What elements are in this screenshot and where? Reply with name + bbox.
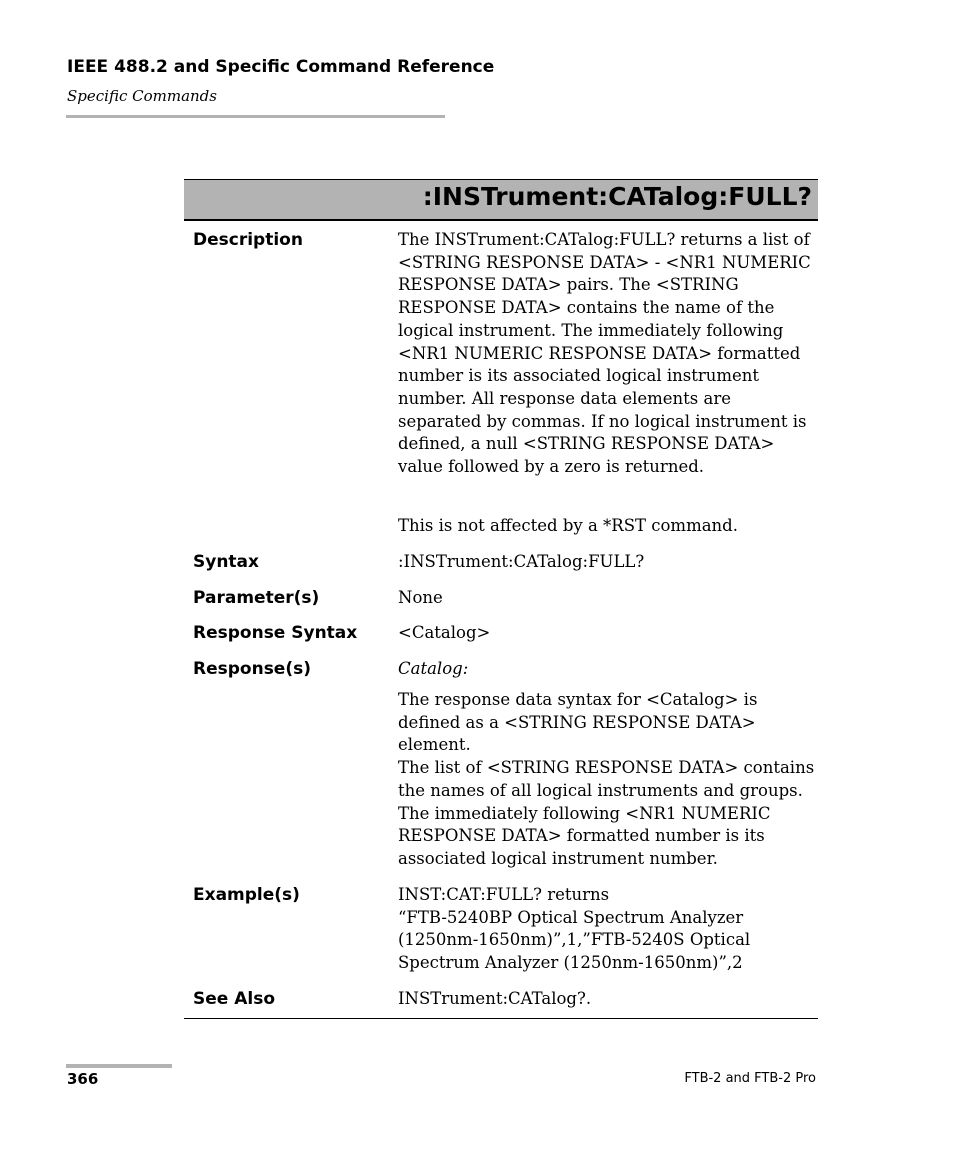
description-line: separated by commas. If no logical instrument is — [398, 411, 807, 431]
example-line: Spectrum Analyzer (1250nm-1650nm)”,2 — [398, 953, 743, 973]
see-also-label: See Also — [193, 989, 276, 1009]
example-line: (1250nm-1650nm)”,1,”FTB-5240S Optical — [398, 930, 751, 950]
responses-line: The list of <STRING RESPONSE DATA> contains — [398, 758, 815, 778]
description-note: This is not affected by a *RST command. — [398, 516, 738, 535]
command-title-bar — [184, 179, 818, 221]
examples-text — [398, 884, 816, 975]
description-line: value followed by a zero is returned. — [398, 457, 705, 477]
footer-product-name: FTB-2 and FTB-2 Pro — [684, 1071, 816, 1086]
footer-divider — [66, 1064, 172, 1068]
description-label: Description — [193, 230, 303, 250]
description-line: number. All response data elements are — [398, 388, 732, 408]
description-line: defined, a null <STRING RESPONSE DATA> — [398, 434, 775, 454]
response-name: Catalog: — [398, 659, 469, 678]
example-line: INST:CAT:FULL? returns — [398, 885, 610, 904]
see-also-value: INSTrument:CATalog?. — [398, 989, 592, 1008]
description-line: <NR1 NUMERIC RESPONSE DATA> formatted — [398, 343, 801, 363]
responses-text — [398, 689, 816, 871]
example-line: “FTB-5240BP Optical Spectrum Analyzer — [398, 907, 744, 927]
responses-line: the names of all logical instruments and groups. — [398, 780, 803, 800]
response-syntax-label: Response Syntax — [193, 623, 358, 643]
header-divider — [66, 115, 445, 118]
response-syntax-value: <Catalog> — [398, 623, 491, 642]
table-bottom-rule — [184, 1018, 818, 1019]
description-line: RESPONSE DATA> contains the name of the — [398, 298, 775, 318]
responses-line: The response data syntax for <Catalog> is — [398, 690, 758, 709]
parameters-label: Parameter(s) — [193, 588, 320, 608]
command-title: :INSTrument:CATalog:FULL? — [422, 182, 812, 211]
responses-line: element. — [398, 735, 471, 755]
running-head-subtitle: Specific Commands — [67, 87, 217, 105]
description-line: number is its associated logical instrument — [398, 366, 760, 386]
syntax-label: Syntax — [193, 552, 259, 572]
page-number: 366 — [67, 1070, 99, 1088]
parameters-value: None — [398, 588, 443, 607]
responses-line: defined as a <STRING RESPONSE DATA> — [398, 712, 756, 732]
responses-label: Response(s) — [193, 659, 311, 679]
description-line: RESPONSE DATA> pairs. The <STRING — [398, 275, 739, 295]
description-text — [398, 229, 816, 479]
examples-label: Example(s) — [193, 885, 300, 905]
description-line: logical instrument. The immediately following — [398, 320, 784, 340]
running-head-title: IEEE 488.2 and Specific Command Reference — [67, 57, 495, 77]
responses-line: associated logical instrument number. — [398, 848, 718, 868]
responses-line: The immediately following <NR1 NUMERIC — [398, 803, 771, 823]
syntax-value: :INSTrument:CATalog:FULL? — [398, 552, 645, 571]
description-line: <STRING RESPONSE DATA> - <NR1 NUMERIC — [398, 252, 811, 272]
description-line: The INSTrument:CATalog:FULL? returns a list of — [398, 230, 810, 249]
responses-line: RESPONSE DATA> formatted number is its — [398, 826, 765, 846]
